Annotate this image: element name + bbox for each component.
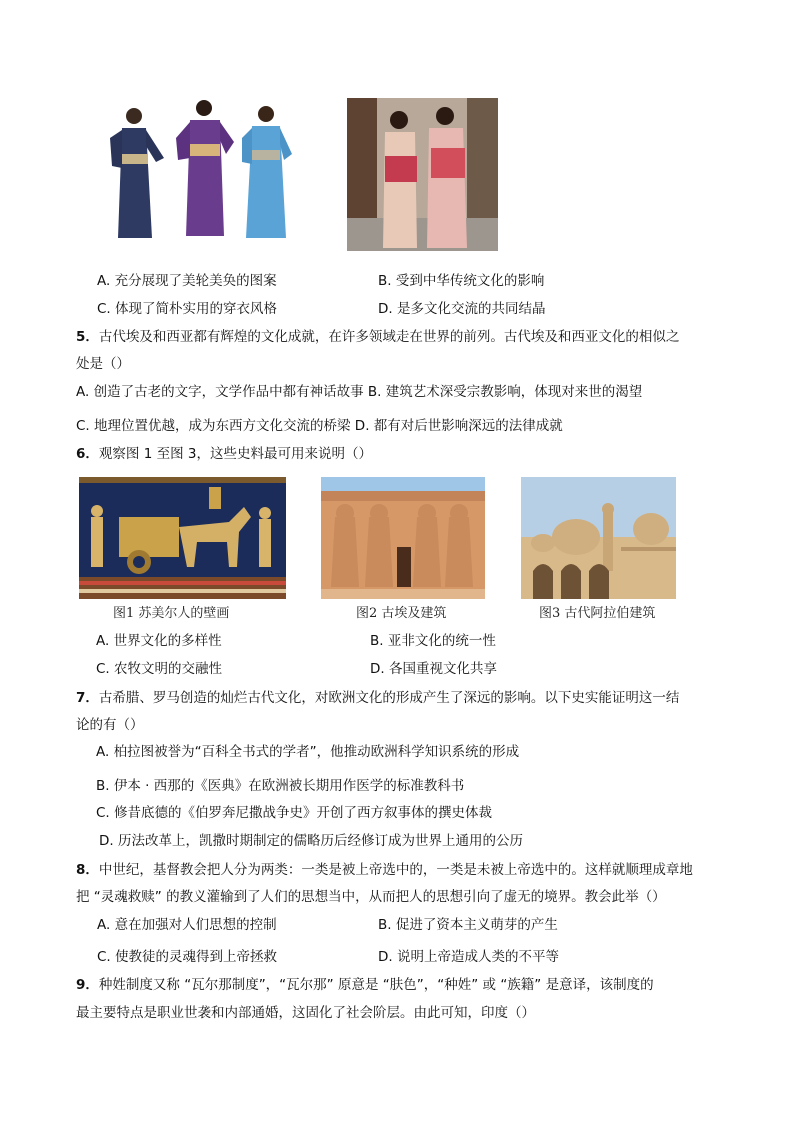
egypt-temple-image <box>321 477 485 599</box>
figure-3-caption: 图3 古代阿拉伯建筑 <box>539 606 656 621</box>
q4-option-b[interactable]: B. 受到中华传统文化的影响 <box>378 273 545 289</box>
question-7 <box>76 689 679 707</box>
q4-option-c[interactable]: C. 体现了简朴实用的穿衣风格 <box>97 301 278 317</box>
question-6-number: 6． <box>76 446 99 462</box>
q7-option-a[interactable]: A. 柏拉图被誉为“百科全书式的学者”，他推动欧洲科学知识系统的形成 <box>96 744 520 760</box>
question-9-stem-line2: 最主要特点是职业世袭和内部通婚，这固化了社会阶层。由此可知，印度（） <box>76 1005 535 1021</box>
question-8-stem-line2: 把 “灵魂救赎” 的教义灌输到了人们的思想当中，从而把人的思想引向了虚无的境界。教会此举（） <box>76 889 666 905</box>
q8-option-c[interactable]: C. 使教徒的灵魂得到上帝拯救 <box>97 949 278 965</box>
q5-options-cd[interactable]: C. 地理位置优越，成为东西方文化交流的桥梁 D. 都有对后世影响深远的法律成就 <box>76 418 563 434</box>
figure-2-caption: 图2 古埃及建筑 <box>356 606 447 621</box>
question-5 <box>76 328 679 346</box>
question-5-stem-line2: 处是（） <box>76 356 130 372</box>
sumerian-mural-image <box>79 477 286 599</box>
figure-1-caption: 图1 苏美尔人的壁画 <box>113 606 230 621</box>
kimono-street-photo <box>347 98 498 251</box>
question-6 <box>76 445 372 463</box>
q6-option-b[interactable]: B. 亚非文化的统一性 <box>370 633 496 649</box>
question-7-stem-line2: 论的有（） <box>76 717 144 733</box>
question-9 <box>76 976 654 994</box>
q8-option-b[interactable]: B. 促进了资本主义萌芽的产生 <box>378 917 558 933</box>
q7-option-b[interactable]: B. 伊本 · 西那的《医典》在欧洲被长期用作医学的标准教科书 <box>96 778 465 794</box>
question-7-stem-line1: 古希腊、罗马创造的灿烂古代文化，对欧洲文化的形成产生了深远的影响。以下史实能证明这一结 <box>98 690 680 706</box>
q6-option-c[interactable]: C. 农牧文明的交融性 <box>96 661 223 677</box>
kimono-figures-image <box>104 98 296 250</box>
question-8-stem-line1: 中世纪，基督教会把人分为两类：一类是被上帝选中的，一类是未被上帝选中的。这样就顺理成章地 <box>98 862 693 878</box>
question-7-number: 7． <box>76 690 99 706</box>
q6-option-d[interactable]: D. 各国重视文化共享 <box>370 661 497 677</box>
question-9-stem-line1: 种姓制度又称 “瓦尔那制度”，“瓦尔那” 原意是 “肤色”，“种姓” 或 “族籍” 是意译，该制度的 <box>98 977 654 993</box>
question-5-stem-line1: 古代埃及和西亚都有辉煌的文化成就，在许多领域走在世界的前列。古代埃及和西亚文化的相似之 <box>98 329 680 345</box>
q8-option-a[interactable]: A. 意在加强对人们思想的控制 <box>97 917 277 933</box>
arab-mosque-image <box>521 477 676 599</box>
q7-option-d[interactable]: D. 历法改革上，凯撒时期制定的儒略历后经修订成为世界上通用的公历 <box>99 833 523 849</box>
question-5-number: 5． <box>76 329 99 345</box>
question-6-stem: 观察图 1 至图 3，这些史料最可用来说明（） <box>98 446 372 462</box>
q8-option-d[interactable]: D. 说明上帝造成人类的不平等 <box>378 949 559 965</box>
question-9-number: 9． <box>76 977 99 993</box>
question-8-number: 8． <box>76 862 99 878</box>
q5-options-ab[interactable]: A. 创造了古老的文字，文学作品中都有神话故事 B. 建筑艺术深受宗教影响，体现对来世的渴望 <box>76 384 643 400</box>
q7-option-c[interactable]: C. 修昔底德的《伯罗奔尼撒战争史》开创了西方叙事体的撰史体裁 <box>96 805 493 821</box>
q4-option-a[interactable]: A. 充分展现了美轮美奂的图案 <box>97 273 277 289</box>
q6-option-a[interactable]: A. 世界文化的多样性 <box>96 633 222 649</box>
q4-option-d[interactable]: D. 是多文化交流的共同结晶 <box>378 301 546 317</box>
question-8 <box>76 861 693 879</box>
